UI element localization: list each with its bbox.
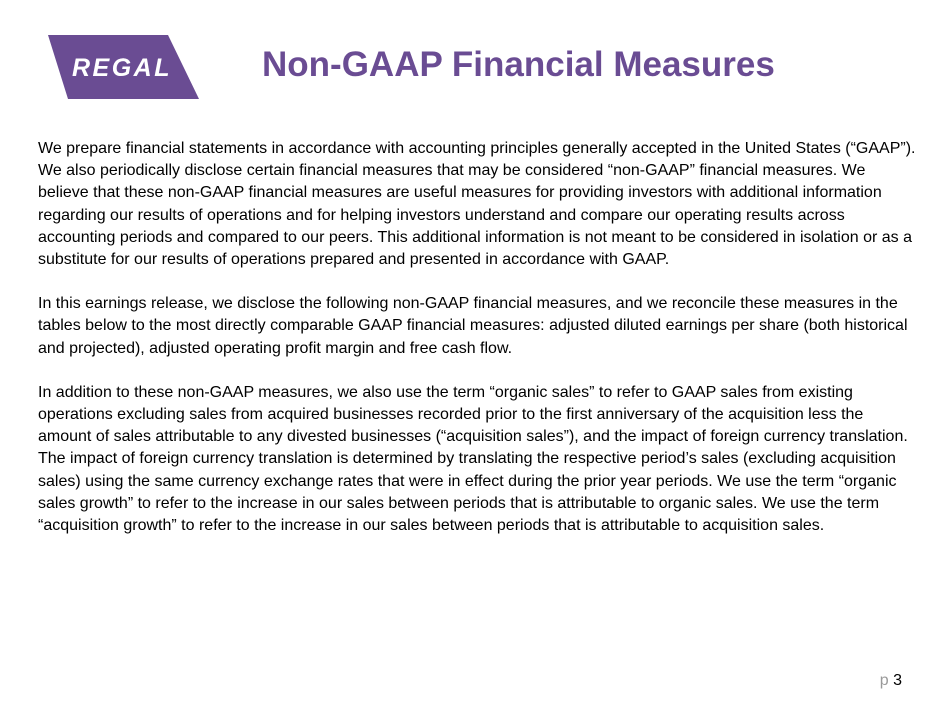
page-title: Non-GAAP Financial Measures xyxy=(262,45,775,84)
page-prefix: p xyxy=(879,672,889,689)
paragraph-organic-sales: In addition to these non-GAAP measures, we also use the term “organic sales” to refer to GAAP sales from existing operations excluding sales from acquired businesses recorded prior to the first anniversary of the acquisition less the amount of sales attributable to any divested businesses (“acquisition sales”), and the impact of foreign currency translation. The impact of foreign currency translation is determined by translating the respective period’s sales (excluding acquisition sales) using the same currency exchange rates that were in effect during the prior year periods. We use the term “organic sales growth” to refer to the increase in our sales between periods that is attributable to organic sales. We use the term “acquisition growth” to refer to the increase in our sales between periods that is attributable to acquisition sales. xyxy=(38,383,908,535)
paragraph-non-gaap-measures: In this earnings release, we disclose the following non-GAAP financial measures, and we reconcile these measures in the tables below to the most directly comparable GAAP financial measures: adjusted diluted earnings per share (both historical and projected), adjusted operating profit margin and free cash flow. xyxy=(38,295,908,357)
page-number-value: 3 xyxy=(893,672,902,689)
paragraph-gaap-disclosure: We prepare financial statements in accordance with accounting principles generally accepted in the United States (“GAAP”). We also periodically disclose certain financial measures that may be considered “non-GAAP” financial measures. We believe that these non-GAAP financial measures are useful measures for providing investors with additional information regarding our results of operations and for helping investors understand and compare our operating results across accounting periods and compared to our peers. This additional information is not meant to be considered in isolation or as a substitute for our results of operations prepared and presented in accordance with GAAP. xyxy=(38,140,916,269)
regal-logo-mark xyxy=(48,35,199,99)
regal-logo xyxy=(48,35,199,99)
logo-text: REGAL xyxy=(72,54,172,82)
body-text xyxy=(38,138,920,559)
page-number xyxy=(880,671,902,691)
